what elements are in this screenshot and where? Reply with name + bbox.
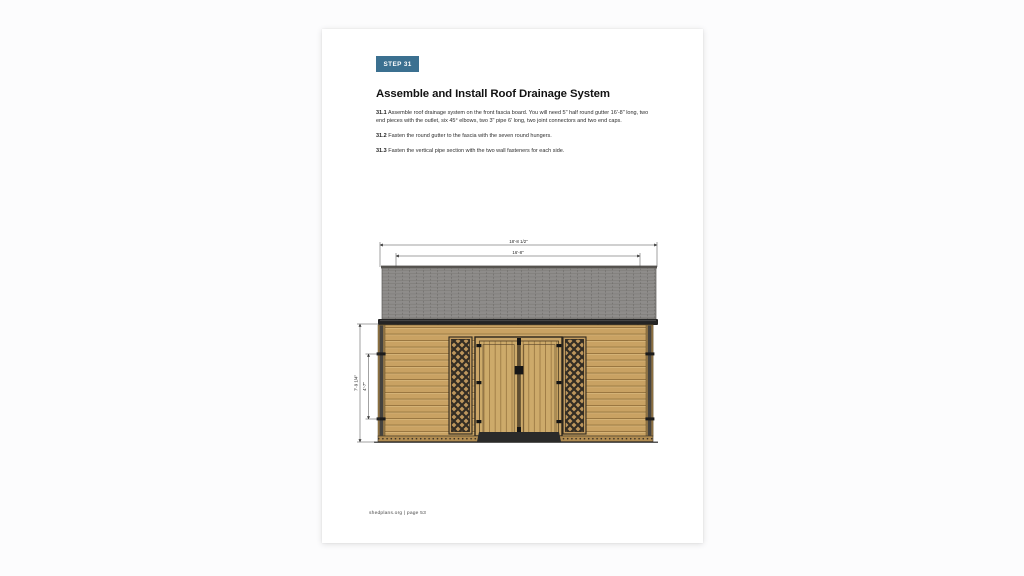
roof-shingles [382, 268, 656, 319]
instruction-text: Fasten the round gutter to the fascia with the seven round hungers. [388, 133, 552, 140]
instruction-text: Fasten the vertical pipe section with the two wall fasteners for each side. [388, 148, 565, 155]
door-ramp [477, 432, 561, 442]
dimension-label-fastener-spacing: 4'-7" [362, 382, 367, 391]
instruction-31-1 [376, 110, 653, 126]
half-round-gutter [378, 319, 658, 325]
dimension-label-wall-height: 7'-9 1/4" [353, 374, 359, 392]
page-footer: shedplans.org | page 53 [369, 511, 426, 516]
dimension-label-gutter-length: 16'-8" [512, 249, 524, 255]
instruction-number: 31.1 [376, 110, 387, 116]
instruction-31-2 [376, 133, 653, 141]
lattice-panel-right [563, 337, 586, 434]
door-top-bolt [517, 338, 521, 345]
instructions-list [376, 110, 653, 164]
shed-front-elevation-drawing [342, 229, 672, 454]
instruction-number: 31.2 [376, 133, 387, 140]
double-door [475, 337, 562, 436]
instruction-number: 31.3 [376, 148, 387, 155]
document-page [322, 29, 703, 543]
instruction-text: Assemble roof drainage system on the front fascia board. You will need 5" half round gutter 16'-8" long, two end pieces with the outlet, six 45° elbows, two 3" pipe 6' long, two joint connectors and two end caps. [376, 110, 649, 124]
shed-elevation [374, 266, 658, 443]
dimension-label-overall-width: 18'-8 1/2" [509, 238, 528, 244]
step-badge: STEP 31 [376, 56, 419, 72]
door-leaf-right [520, 341, 558, 436]
page-title: Assemble and Install Roof Drainage System [376, 88, 610, 100]
lattice-panel-left [449, 337, 472, 434]
door-latch [515, 366, 523, 374]
door-leaf-left [480, 341, 518, 436]
instruction-31-3 [376, 148, 653, 156]
